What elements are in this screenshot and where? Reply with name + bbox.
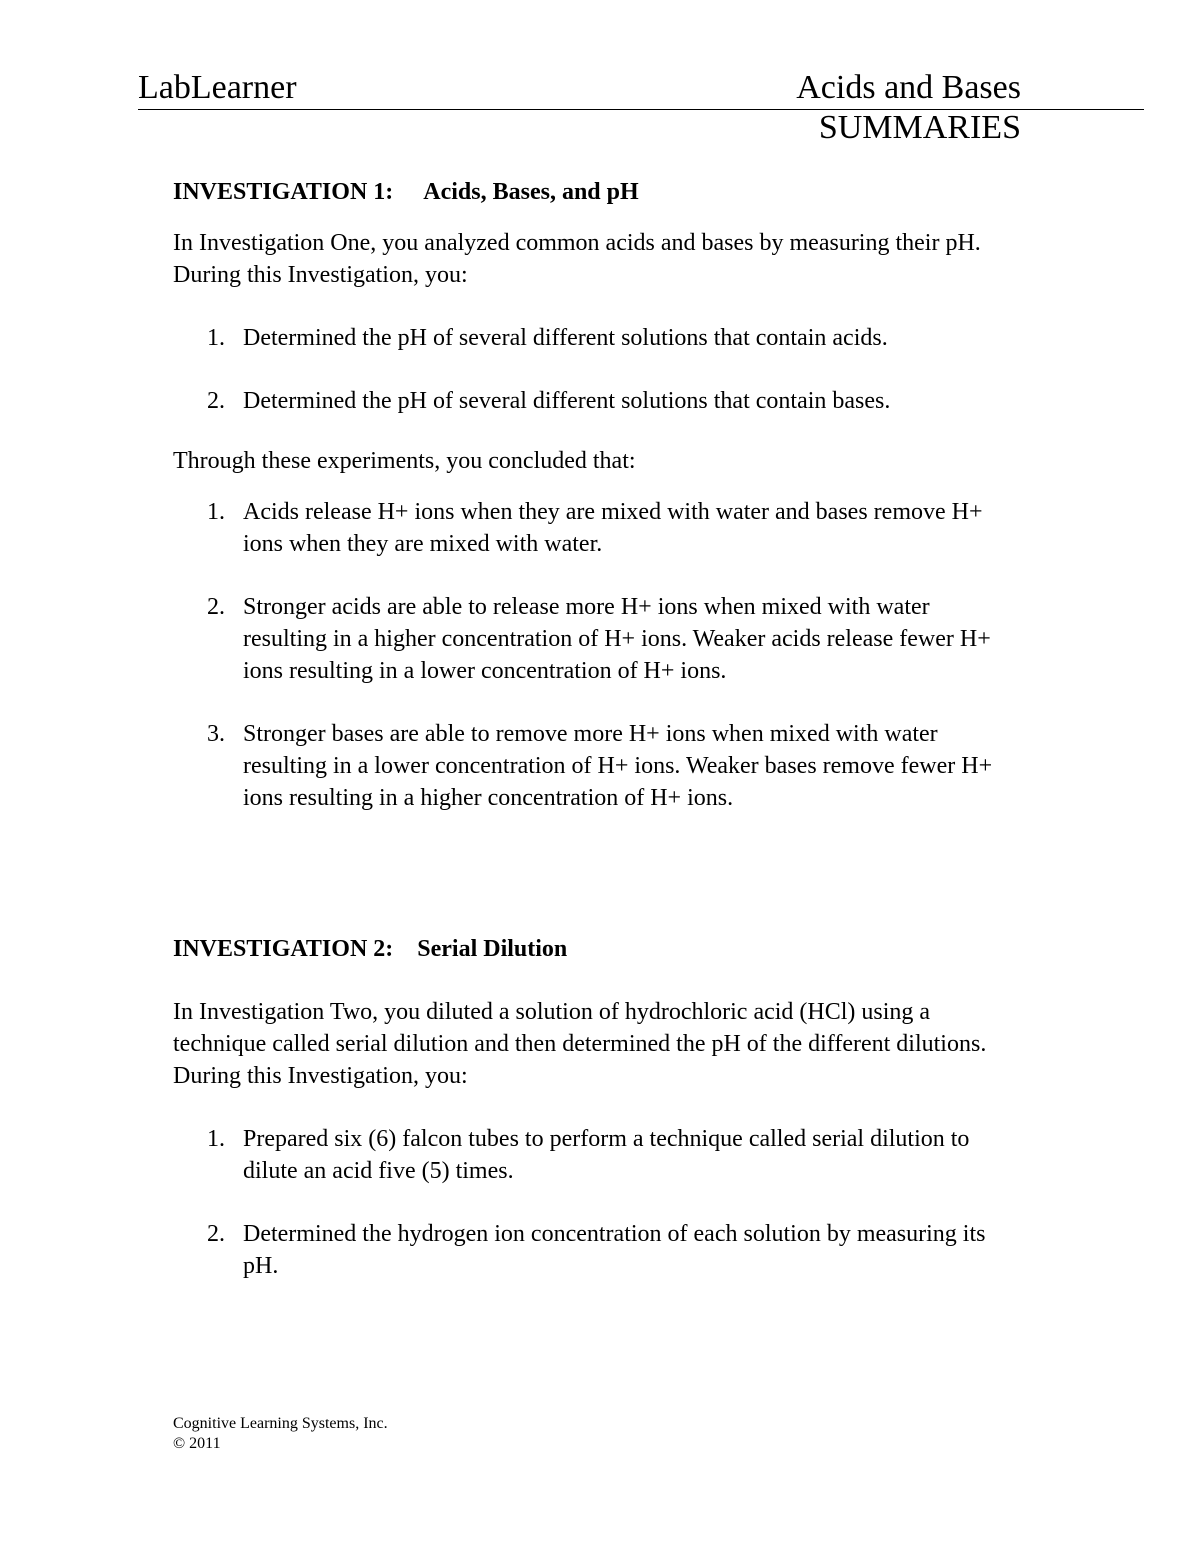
list-item-text: Acids release H+ ions when they are mixed with water and bases remove H+ ions when they are mixed with water. <box>243 499 983 557</box>
document-title: Acids and Bases <box>796 69 1021 106</box>
investigation-1-title: Acids, Bases, and pH <box>423 179 639 205</box>
investigation-2-label: INVESTIGATION 2: <box>173 936 394 962</box>
list-item-number: 2. <box>207 594 225 620</box>
list-item <box>173 718 1013 814</box>
list-item <box>173 591 1013 687</box>
brand-name: LabLearner <box>138 69 297 106</box>
list-item-text: Stronger acids are able to release more H+ ions when mixed with water resulting in a higher concentration of H+ ions. Weaker acids release fewer H+ ions resulting in a lower concentration of H+ ions. <box>243 594 991 684</box>
investigation-1-label: INVESTIGATION 1: <box>173 179 394 205</box>
list-item-number: 1. <box>207 1126 225 1152</box>
list-item <box>173 1218 1013 1282</box>
list-item-text: Determined the hydrogen ion concentration of each solution by measuring its pH. <box>243 1221 986 1279</box>
investigation-2-title: Serial Dilution <box>417 936 568 962</box>
investigation-1-intro: In Investigation One, you analyzed common acids and bases by measuring their pH. During this Investigation, you: <box>173 230 981 288</box>
list-item-number: 2. <box>207 1221 225 1247</box>
list-item-text: Determined the pH of several different solutions that contain acids. <box>243 325 888 351</box>
footer-copyright: © 2011 <box>173 1435 221 1452</box>
investigation-2-heading <box>173 933 1013 965</box>
list-item-number: 2. <box>207 388 225 414</box>
investigation-1-steps <box>173 322 1013 417</box>
investigation-1-section <box>173 176 1013 814</box>
footer-company: Cognitive Learning Systems, Inc. <box>173 1415 388 1432</box>
investigation-1-conclusion-intro: Through these experiments, you concluded that: <box>173 448 636 474</box>
list-item-text: Determined the pH of several different solutions that contain bases. <box>243 388 891 414</box>
investigation-2-intro: In Investigation Two, you diluted a solution of hydrochloric acid (HCl) using a technique called serial dilution and then determined the pH of the different dilutions. During this Investigation, you: <box>173 999 987 1089</box>
document-subtitle: SUMMARIES <box>818 109 1021 146</box>
list-item-text: Stronger bases are able to remove more H+ ions when mixed with water resulting in a lower concentration of H+ ions. Weaker bases remove fewer H+ ions resulting in a higher concentration of H+ ions. <box>243 721 993 811</box>
page-footer <box>173 1414 388 1454</box>
list-item-number: 1. <box>207 499 225 525</box>
list-item-number: 1. <box>207 325 225 351</box>
investigation-2-section <box>173 933 1013 1282</box>
investigation-1-conclusions <box>173 496 1013 814</box>
list-item <box>173 1123 1013 1187</box>
investigation-1-heading <box>173 176 1013 208</box>
list-item <box>173 322 1013 354</box>
list-item <box>173 385 1013 417</box>
list-item-text: Prepared six (6) falcon tubes to perform a technique called serial dilution to dilute an acid five (5) times. <box>243 1126 970 1184</box>
investigation-2-steps <box>173 1123 1013 1282</box>
list-item-number: 3. <box>207 721 225 747</box>
list-item <box>173 496 1013 560</box>
